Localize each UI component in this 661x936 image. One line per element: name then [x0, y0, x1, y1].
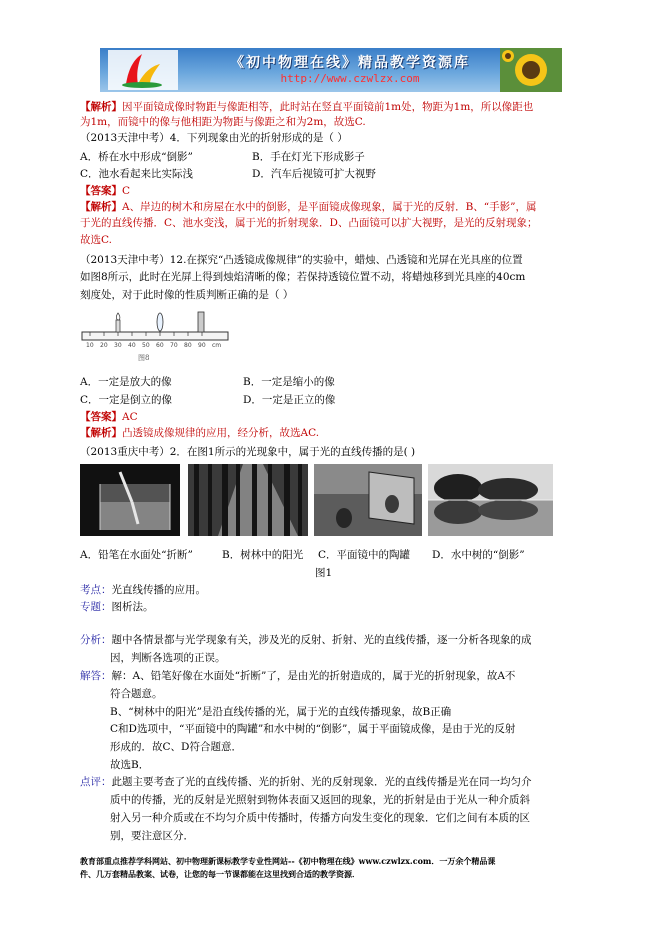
dianping-text: 此题主要考查了光的直线传播、光的折射、光的反射现象．光的直线传播是光在同一均匀介 [111, 776, 532, 788]
q12-option-c: C．一定是倒立的像 [80, 394, 173, 406]
dianping-line3: 射入另一种介质或在不均匀介质中传播时，传播方向发生变化的现象．它们之间有本质的区 [110, 812, 530, 824]
zhuanti-label: 专题： [80, 601, 112, 613]
jieda-line1 [80, 669, 515, 683]
optical-bench-drawing [80, 308, 230, 363]
jieda-label: 解答： [80, 670, 112, 682]
jiexi-text: 凸透镜成像规律的应用，经分析，故选AC. [122, 427, 320, 439]
q12-stem-line2: 如图8所示，此时在光屏上得到烛焰清晰的像；若保持透镜位置不动，将蜡烛移到光具座的40cm [80, 271, 526, 283]
photo-tree-reflection [428, 464, 553, 536]
sunflower-icon [500, 48, 562, 92]
q4-option-d: D．汽车后视镜可扩大视野 [252, 168, 376, 180]
footer-line1: 教育部重点推荐学科网站、初中物理新课标教学专业性网站--《初中物理在线》www.czwlzx.com．一万余个精品课 [80, 856, 496, 866]
site-logo-icon [108, 50, 178, 90]
q12-stem-line1: （2013天津中考）12.在探究“凸透镜成像规律”的实验中，蜡烛、凸透镜和光屏在光具座的位置 [80, 254, 523, 266]
zhuanti-line [80, 600, 154, 614]
q12-stem-line3: 刻度处，对于此时像的性质判断正确的是（ ） [80, 289, 294, 301]
q12-jiexi-line [80, 426, 319, 440]
q4-jiexi-line1 [80, 200, 537, 214]
q12-option-a: A．一定是放大的像 [80, 376, 172, 388]
mirror-photo-drawing [314, 464, 422, 536]
fenxi-text: 题中各情景都与光学现象有关，涉及光的反射、折射、光的直线传播，逐一分析各现象的成 [111, 634, 532, 646]
zhuanti-text: 图析法。 [111, 601, 154, 613]
kaodian-text: 光直线传播的应用。 [111, 584, 206, 596]
q4-option-c: C．池水看起来比实际浅 [80, 168, 194, 180]
tick-label: 50 [142, 342, 150, 349]
answer-value: AC [122, 411, 138, 423]
banner-url[interactable]: http://www.czwlzx.com [280, 72, 420, 85]
jieda-line6: 故选B． [110, 759, 150, 771]
tick-label: 10 [86, 342, 94, 349]
bench-tick-labels [86, 342, 226, 352]
kaodian-line [80, 583, 206, 597]
fig1-title: 图1 [315, 567, 333, 579]
jiexi-prev-line1 [80, 100, 533, 114]
tick-label: 60 [156, 342, 164, 349]
tick-label: 20 [100, 342, 108, 349]
tick-label: 40 [128, 342, 136, 349]
q4-answer-line [80, 184, 130, 198]
jiexi-tag: 【解析】 [80, 427, 122, 439]
jieda-line4: C和D选项中，“平面镜中的陶罐”和水中树的“倒影”，属于平面镜成像，是由于光的反射 [110, 723, 516, 735]
fenxi-line2: 因，判断各选项的正误。 [110, 652, 226, 664]
q12-answer-line [80, 410, 138, 424]
jiexi-tag: 【解析】 [80, 101, 122, 113]
optical-bench-figure [80, 308, 230, 363]
dianping-line1 [80, 775, 532, 789]
q4-option-a: A．桥在水中形成“倒影” [80, 151, 193, 163]
pencil-photo-drawing [80, 464, 180, 536]
q4-jiexi-line3: 故选C. [80, 234, 112, 246]
fenxi-line1 [80, 633, 532, 647]
answer-value: C [122, 185, 131, 197]
tick-label: 90 [198, 342, 206, 349]
q2-stem: （2013重庆中考）2．在图1所示的光现象中，属于光的直线传播的是( ) [80, 446, 416, 458]
dianping-line2: 质中的传播，光的反射是光照射到物体表面又返回的现象，光的折射是由于光从一种介质斜 [110, 794, 530, 806]
kaodian-label: 考点： [80, 584, 112, 596]
caption-b: B．树林中的阳光 [222, 549, 304, 561]
q4-jiexi-line2: 于光的直线传播．C、池水变浅，属于光的折射现象．D、凸面镜可以扩大视野，是光的反射现象； [80, 217, 538, 229]
jiexi-prev-line2: 为1m，而镜中的像与他相距为物距与像距之和为2m，故选C. [80, 116, 366, 128]
tick-label: 30 [114, 342, 122, 349]
footer-line2: 件、几万套精品教案、试卷，让您的每一节课都能在这里找到合适的教学资源． [80, 869, 360, 879]
photo-pencil-in-water [80, 464, 180, 536]
jiexi-tag: 【解析】 [80, 201, 122, 213]
jieda-text: 解：A、铅笔好像在水面处“折断”了，是由光的折射造成的，属于光的折射现象，故A不 [111, 670, 516, 682]
tick-label: 80 [184, 342, 192, 349]
caption-c: C．平面镜中的陶罐 [318, 549, 411, 561]
jieda-line5: 形成的．故C、D符合题意． [110, 741, 242, 753]
fenxi-label: 分析： [80, 634, 112, 646]
q4-option-b: B．手在灯光下形成影子 [252, 151, 365, 163]
q12-option-d: D．一定是正立的像 [243, 394, 336, 406]
jieda-line3: B、“树林中的阳光”是沿直线传播的光，属于光的直线传播现象，故B正确 [110, 706, 452, 718]
banner-title: 《初中物理在线》精品教学资源库 [230, 55, 470, 71]
jieda-line2: 符合题意。 [110, 688, 163, 700]
header-banner [100, 48, 562, 92]
forest-photo-drawing [188, 464, 308, 536]
caption-a: A．铅笔在水面处“折断” [80, 549, 193, 561]
dianping-line4: 别，要注意区分． [110, 830, 194, 842]
reflection-photo-drawing [428, 464, 553, 536]
q12-option-b: B．一定是缩小的像 [243, 376, 335, 388]
caption-d: D．水中树的“倒影” [432, 549, 525, 561]
jiexi-text: A、岸边的树木和房屋在水中的倒影，是平面镜成像现象，属于光的反射．B、“手影”，属 [122, 201, 537, 213]
answer-tag: 【答案】 [80, 411, 122, 423]
photo-forest-sunlight [188, 464, 308, 536]
tick-label: 70 [170, 342, 178, 349]
dianping-label: 点评： [80, 776, 112, 788]
fig8-caption: 图8 [138, 354, 150, 362]
tick-label: cm [212, 342, 222, 349]
q4-stem: （2013天津中考）4．下列现象由光的折射形成的是（ ） [80, 132, 348, 144]
jiexi-text: 因平面镜成像时物距与像距相等，此时站在竖直平面镜前1m处，物距为1m，所以像距也 [122, 101, 534, 113]
photo-mirror-pot [314, 464, 422, 536]
answer-tag: 【答案】 [80, 185, 122, 197]
